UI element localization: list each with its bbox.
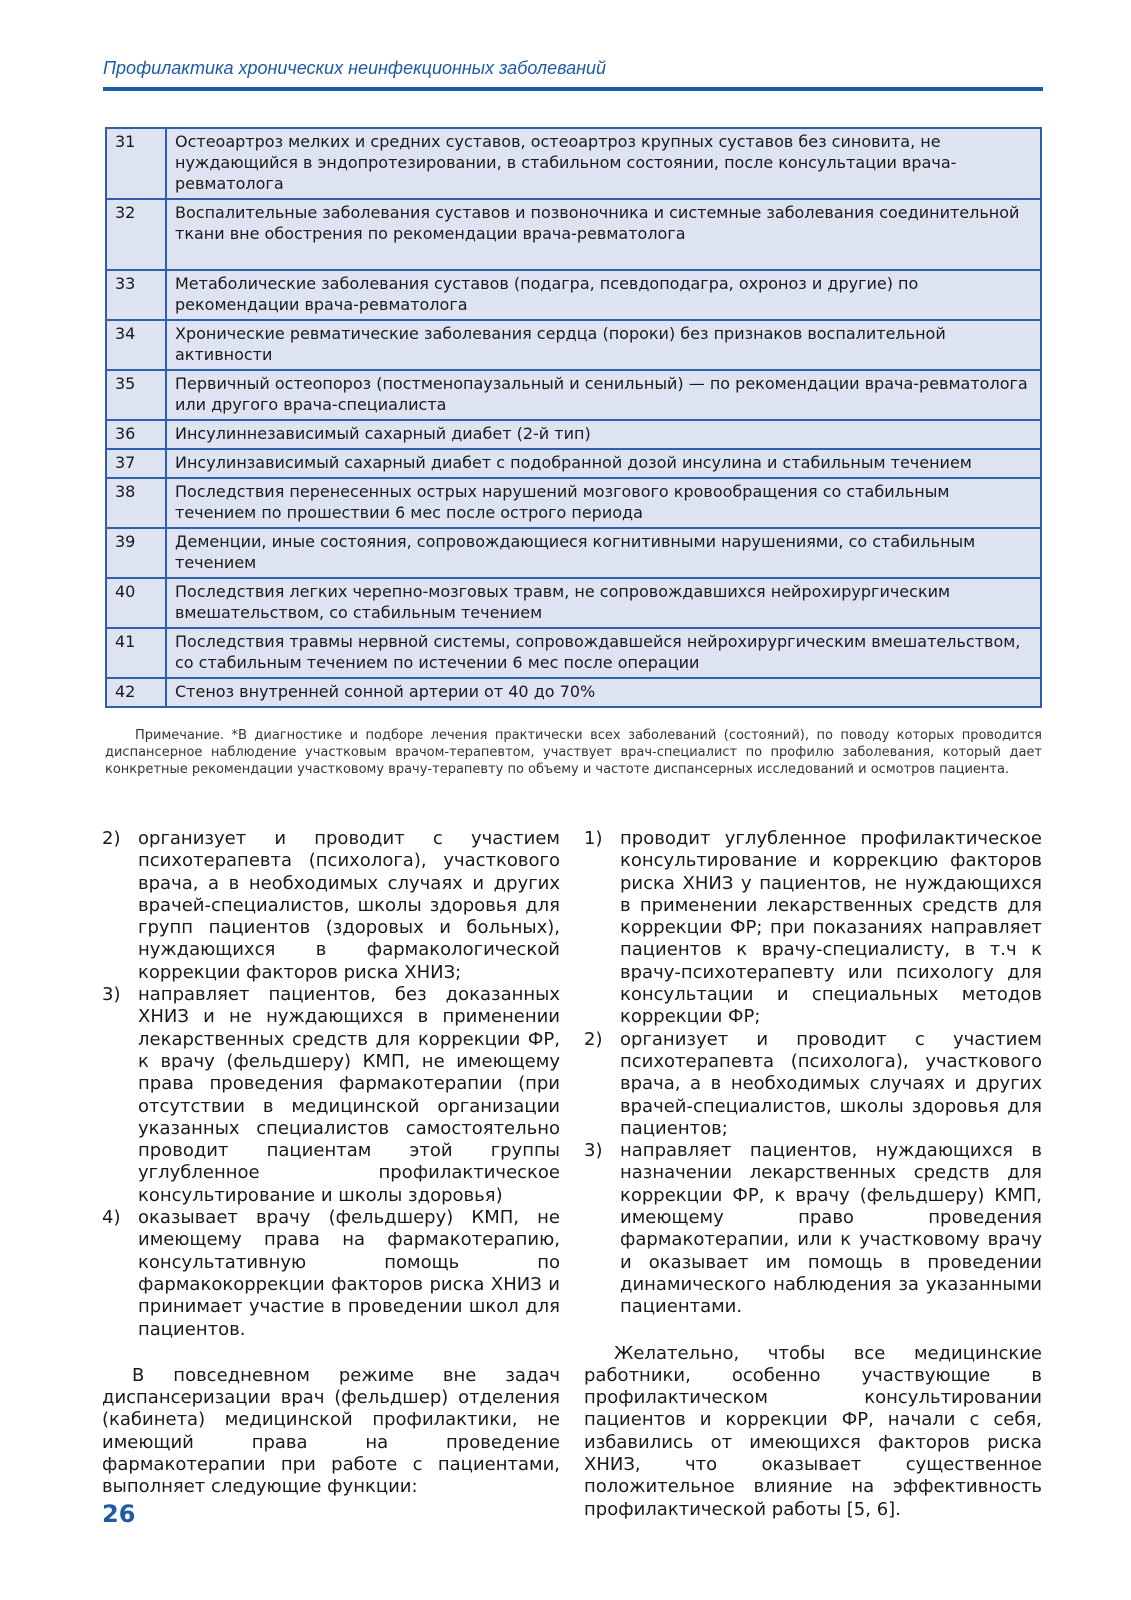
row-text: Воспалительные заболевания суставов и позвоночника и системные заболевания соединительной ткани вне обострения по рекомендации врача-ревматолога xyxy=(166,199,1041,270)
list-item-text: оказывает врачу (фельдшеру) КМП, не имеющему права на фармакотерапию, консультативную помощь по фармакокоррекции факторов риска ХНИЗ и принимает участие в проведении школ для пациентов. xyxy=(138,1207,560,1340)
left-list xyxy=(102,828,560,1341)
list-item xyxy=(584,1029,1042,1140)
body-paragraph: В повседневном режиме вне задач диспансеризации врач (фельдшер) отделения (кабинета) медицинской профилактики, не имеющий права на проведение фармакотерапии при работе с пациентами, выполняет следующие функции: xyxy=(102,1364,560,1498)
row-text: Деменции, иные состояния, сопровождающиеся когнитивными нарушениями, со стабильным течением xyxy=(166,528,1041,578)
table-row xyxy=(106,420,1041,449)
table-row xyxy=(106,199,1041,270)
right-column xyxy=(584,828,1042,1521)
list-item-text: направляет пациентов, нуждающихся в назначении лекарственных средств для коррекции ФР, к врачу (фельдшеру) КМП, имеющему право проведения фармакотерапии, или к участковому врачу и оказывает им помощь в проведении динамического наблюдения за указанными пациентами. xyxy=(620,1140,1042,1318)
row-text: Остеоартроз мелких и средних суставов, остеоартроз крупных суставов без синовита, не нуждающийся в эндопротезировании, в стабильном состоянии, после консультации врача-ревматолога xyxy=(166,128,1041,199)
row-number: 40 xyxy=(106,578,166,628)
row-number: 42 xyxy=(106,678,166,707)
list-item-text: проводит углубленное профилактическое консультирование и коррекцию факторов риска ХНИЗ у пациентов, не нуждающихся в применении лекарственных средств для коррекции ФР; при показаниях направляет пациентов к врачу-специалисту, в т.ч к врачу-психотерапевту или психологу для консультации и специальных методов коррекции ФР; xyxy=(620,828,1042,1028)
row-number: 34 xyxy=(106,320,166,370)
list-item xyxy=(102,984,560,1207)
row-text: Последствия перенесенных острых нарушений мозгового кровообращения со стабильным течением по прошествии 6 мес после острого периода xyxy=(166,478,1041,528)
row-text: Метаболические заболевания суставов (подагра, псевдоподагра, охроноз и другие) по рекомендации врача-ревматолога xyxy=(166,270,1041,320)
row-text: Инсулиннезависимый сахарный диабет (2-й тип) xyxy=(166,420,1041,449)
table-row xyxy=(106,370,1041,420)
table-row xyxy=(106,478,1041,528)
row-number: 38 xyxy=(106,478,166,528)
list-item-text: направляет пациентов, без доказанных ХНИЗ и не нуждающихся в применении лекарственных средств для коррекции ФР, к врачу (фельдшеру) КМП, не имеющему права проведения фармакотерапии (при отсутствии в медицинской организации указанных специалистов самостоятельно проводит пациентам этой группы углубленное профилактическое консультирование и школы здоровья) xyxy=(138,984,560,1206)
table-row xyxy=(106,270,1041,320)
row-text: Стеноз внутренней сонной артерии от 40 до 70% xyxy=(166,678,1041,707)
row-number: 37 xyxy=(106,449,166,478)
row-text: Инсулинзависимый сахарный диабет с подобранной дозой инсулина и стабильным течением xyxy=(166,449,1041,478)
list-marker: 3) xyxy=(584,1140,603,1162)
row-text: Последствия легких черепно-мозговых травм, не сопровождавшихся нейрохирургическим вмешательством, со стабильным течением xyxy=(166,578,1041,628)
conditions-table xyxy=(105,127,1042,708)
row-number: 35 xyxy=(106,370,166,420)
table-row xyxy=(106,528,1041,578)
table-row xyxy=(106,678,1041,707)
table-row xyxy=(106,628,1041,678)
page-number: 26 xyxy=(102,1500,136,1528)
list-marker: 3) xyxy=(102,984,121,1006)
row-text: Первичный остеопороз (постменопаузальный и сенильный) — по рекомендации врача-ревматолога или другого врача-специалиста xyxy=(166,370,1041,420)
list-marker: 1) xyxy=(584,828,603,849)
list-item xyxy=(102,828,560,984)
list-item-text: организует и проводит с участием психотерапевта (психолога), участкового врача, а в необходимых случаях и других врачей-специалистов, школы здоровья для групп пациентов (здоровых и больных), нуждающихся в фармакологической коррекции факторов риска ХНИЗ; xyxy=(138,828,560,983)
header-rule xyxy=(103,87,1043,91)
list-marker: 4) xyxy=(102,1207,121,1229)
table-row xyxy=(106,578,1041,628)
row-number: 31 xyxy=(106,128,166,199)
row-number: 33 xyxy=(106,270,166,320)
row-number: 36 xyxy=(106,420,166,449)
table-row xyxy=(106,449,1041,478)
right-list xyxy=(584,828,1042,1319)
body-paragraph: Желательно, чтобы все медицинские работники, особенно участвующие в профилактическом консультировании пациентов и коррекции ФР, начали с себя, избавились от имеющихся факторов риска ХНИЗ, что оказывает существенное положительное влияние на эффективность профилактической работы [5, 6]. xyxy=(584,1342,1042,1520)
left-column xyxy=(102,828,560,1499)
row-text: Последствия травмы нервной системы, сопровождавшейся нейрохирургическим вмешательством, со стабильным течением по истечении 6 мес после операции xyxy=(166,628,1041,678)
list-item xyxy=(584,1140,1042,1318)
table-row xyxy=(106,128,1041,199)
table-row xyxy=(106,320,1041,370)
table-note: Примечание. *В диагностике и подборе лечения практически всех заболеваний (состояний), по поводу которых проводится диспансерное наблюдение участковым врачом-терапевтом, участвует врач-специалист по профилю заболевания, который дает конкретные рекомендации участковому врачу-терапевту по объему и частоте диспансерных исследований и осмотров пациента. xyxy=(105,728,1042,777)
row-number: 32 xyxy=(106,199,166,270)
list-item xyxy=(102,1207,560,1341)
row-number: 41 xyxy=(106,628,166,678)
row-number: 39 xyxy=(106,528,166,578)
list-marker: 2) xyxy=(584,1028,603,1050)
list-marker: 2) xyxy=(102,828,121,849)
list-item-text: организует и проводит с участием психотерапевта (психолога), участкового врача, а в необходимых случаях и других врачей-специалистов, школы здоровья для пациентов; xyxy=(620,1028,1042,1139)
row-text: Хронические ревматические заболевания сердца (пороки) без признаков воспалительной активности xyxy=(166,320,1041,370)
list-item xyxy=(584,828,1042,1029)
running-title: Профилактика хронических неинфекционных заболеваний xyxy=(103,58,607,78)
